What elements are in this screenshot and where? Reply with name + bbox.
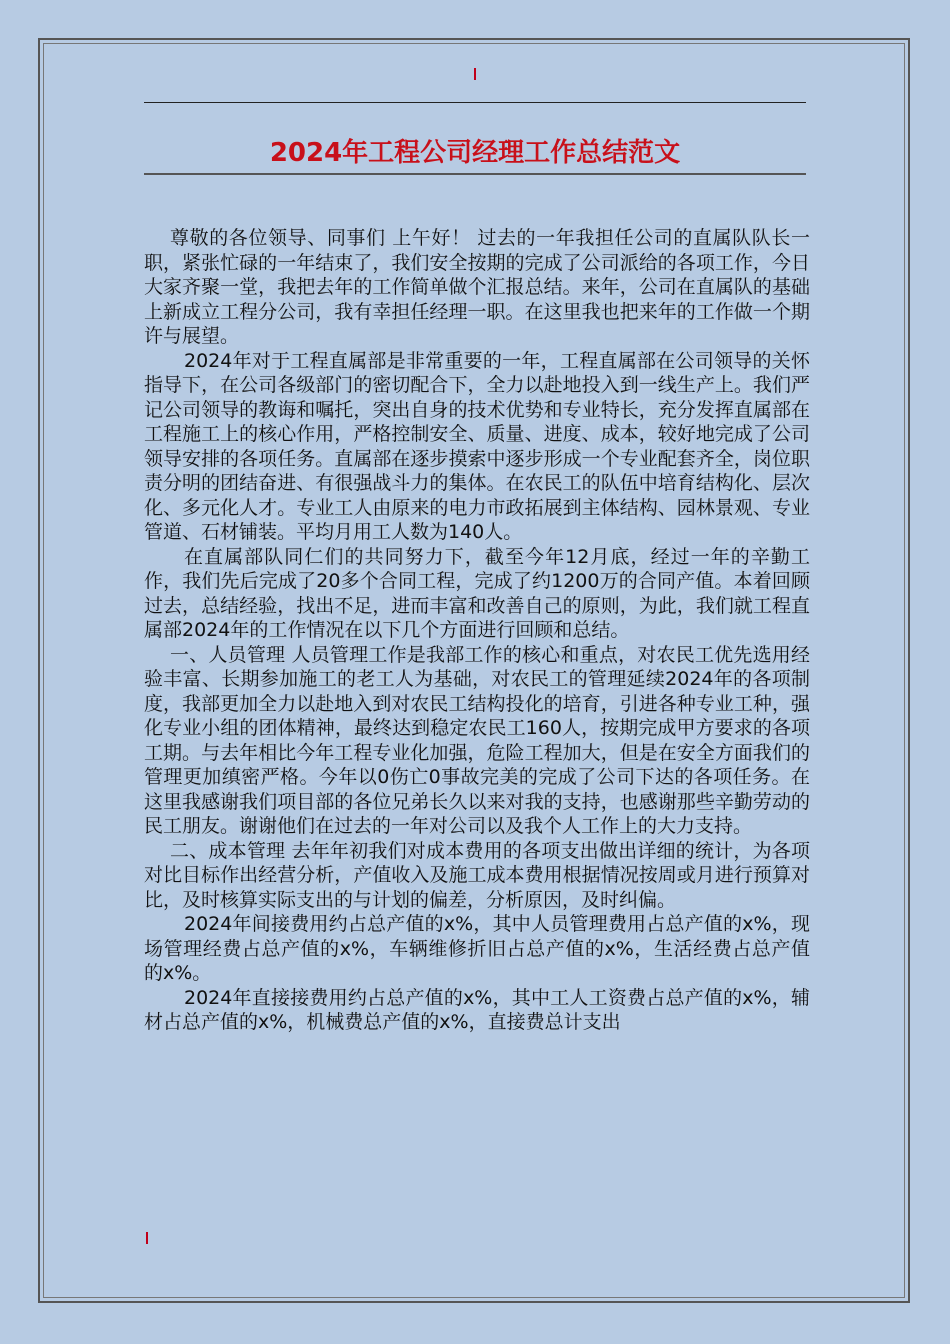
title-underline (144, 173, 806, 175)
paragraph-indirect-costs: 2024年间接费用约占总产值的x%，其中人员管理费用占总产值的x%，现场管理经费占总产值的x%，车辆维修折旧占总产值的x%，生活经费占总产值的x%。 (144, 913, 810, 984)
document-body (144, 226, 810, 1035)
text-cursor-mark-top (474, 68, 476, 80)
paragraph-personnel-management: 一、人员管理 人员管理工作是我部工作的核心和重点，对农民工优先选用经验丰富、长期参加施工的老工人为基础，对农民工的管理延续2024年的各项制度，我部更加全力以赴地入到对农民工结构投化的培育，引进各种专业工种，强化专业小组的团体精神，最终达到稳定农民工160人，按期完成甲方要求的各项工期。与去年相比今年工程专业化加强，危险工程加大，但是在安全方面我们的管理更加缜密严格。今年以0伤亡0事故完美的完成了公司下达的各项任务。在这里我感谢我们项目部的各位兄弟长久以来对我的支持，也感谢那些辛勤劳动的民工朋友。谢谢他们在过去的一年对公司以及我个人工作上的大力支持。 (144, 643, 810, 837)
paragraph-achievements: 在直属部队同仁们的共同努力下，截至今年12月底，经过一年的辛勤工作，我们先后完成了20多个合同工程，完成了约1200万的合同产值。本着回顾过去，总结经验，找出不足，进而丰富和改善自己的原则，为此，我们就工程直属部2024年的工作情况在以下几个方面进行回顾和总结。 (144, 545, 810, 641)
paragraph-greeting: 尊敬的各位领导、同事们 上午好！ 过去的一年我担任公司的直属队队长一职，紧张忙碌的一年结束了，我们安全按期的完成了公司派给的各项工作，今日大家齐聚一堂，我把去年的工作简单做个汇报总结。来年，公司在直属队的基础上新成立工程分公司，我有幸担任经理一职。在这里我也把来年的工作做一个期许与展望。 (144, 227, 810, 347)
paragraph-direct-costs: 2024年直接接费用约占总产值的x%，其中工人工资费占总产值的x%，辅材占总产值的x%，机械费总产值的x%，直接费总计支出 (144, 986, 810, 1033)
header-rule (144, 102, 806, 103)
paragraph-overview: 2024年对于工程直属部是非常重要的一年，工程直属部在公司领导的关怀指导下，在公司各级部门的密切配合下，全力以赴地投入到一线生产上。我们严记公司领导的教诲和嘱托，突出自身的技术优势和专业特长，充分发挥直属部在工程施工上的核心作用，严格控制安全、质量、进度、成本，较好地完成了公司领导安排的各项任务。直属部在逐步摸索中逐步形成一个专业配套齐全，岗位职责分明的团结奋进、有很强战斗力的集体。在农民工的队伍中培育结构化、层次化、多元化人才。专业工人由原来的电力市政拓展到主体结构、园林景观、专业管道、石材铺装。平均月用工人数为140人。 (144, 349, 810, 543)
document-title: 2024年工程公司经理工作总结范文 (269, 138, 681, 168)
paragraph-cost-management: 二、成本管理 去年年初我们对成本费用的各项支出做出详细的统计，为各项对比目标作出经营分析，产值收入及施工成本费用根据情况按周或月进行预算对比，及时核算实际支出的与计划的偏差，分析原因，及时纠偏。 (144, 839, 810, 911)
text-cursor-mark-bottom (146, 1232, 148, 1244)
